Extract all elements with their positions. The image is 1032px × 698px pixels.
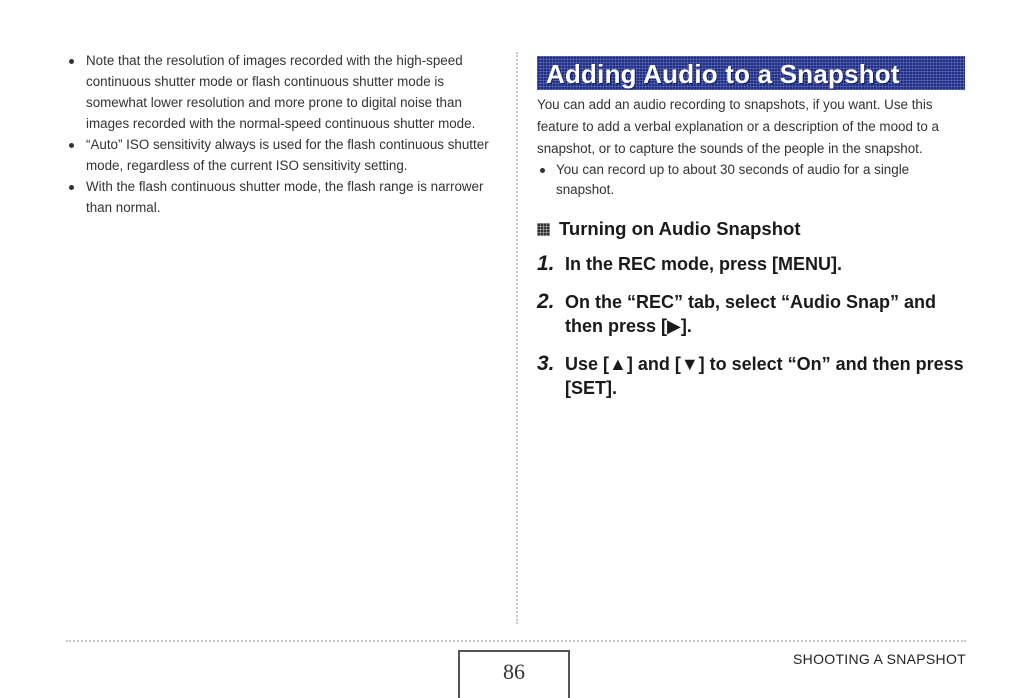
subheading [537,218,965,240]
step-item [537,290,965,338]
step-text: In the REC mode, press [MENU]. [565,254,843,274]
step-number: 3. [537,352,555,375]
note-item: You can record up to about 30 seconds of audio for a single snapshot. [537,160,965,200]
step-number: 2. [537,290,555,313]
page-number: 86 [503,659,525,684]
note-item: “Auto” ISO sensitivity always is used for the flash continuous shutter mode, regardless of the current ISO sensitivity setting. [66,134,506,176]
section-title-bar [537,56,965,90]
step-text: Use [▲] and [▼] to select “On” and then press [SET]. [565,354,964,398]
right-column [537,56,965,414]
step-number: 1. [537,252,555,275]
steps-list [537,252,965,400]
step-text: On the “REC” tab, select “Audio Snap” and then press [▶]. [565,292,937,336]
step-item [537,252,965,276]
note-item: Note that the resolution of images recorded with the high-speed continuous shutter mode or flash continuous shutter mode is somewhat lower resolution and more prone to digital noise than images recorded with the normal-speed continuous shutter mode. [66,50,506,134]
section-title: Adding Audio to a Snapshot [546,59,900,89]
note-item: With the flash continuous shutter mode, the flash range is narrower than normal. [66,176,506,218]
left-column [66,50,506,218]
notes-list [66,50,506,218]
square-bullet-icon [537,223,550,236]
chapter-label: SHOOTING A SNAPSHOT [793,651,966,667]
section-notes [537,160,965,200]
step-item [537,352,965,400]
column-divider [516,52,518,624]
subheading-text: Turning on Audio Snapshot [559,218,801,239]
page-number-box [458,650,570,698]
footer-divider [66,640,966,642]
section-intro: You can add an audio recording to snapshots, if you want. Use this feature to add a verbal explanation or a description of the mood to a snapshot, or to capture the sounds of the people in the snapshot. [537,97,939,156]
